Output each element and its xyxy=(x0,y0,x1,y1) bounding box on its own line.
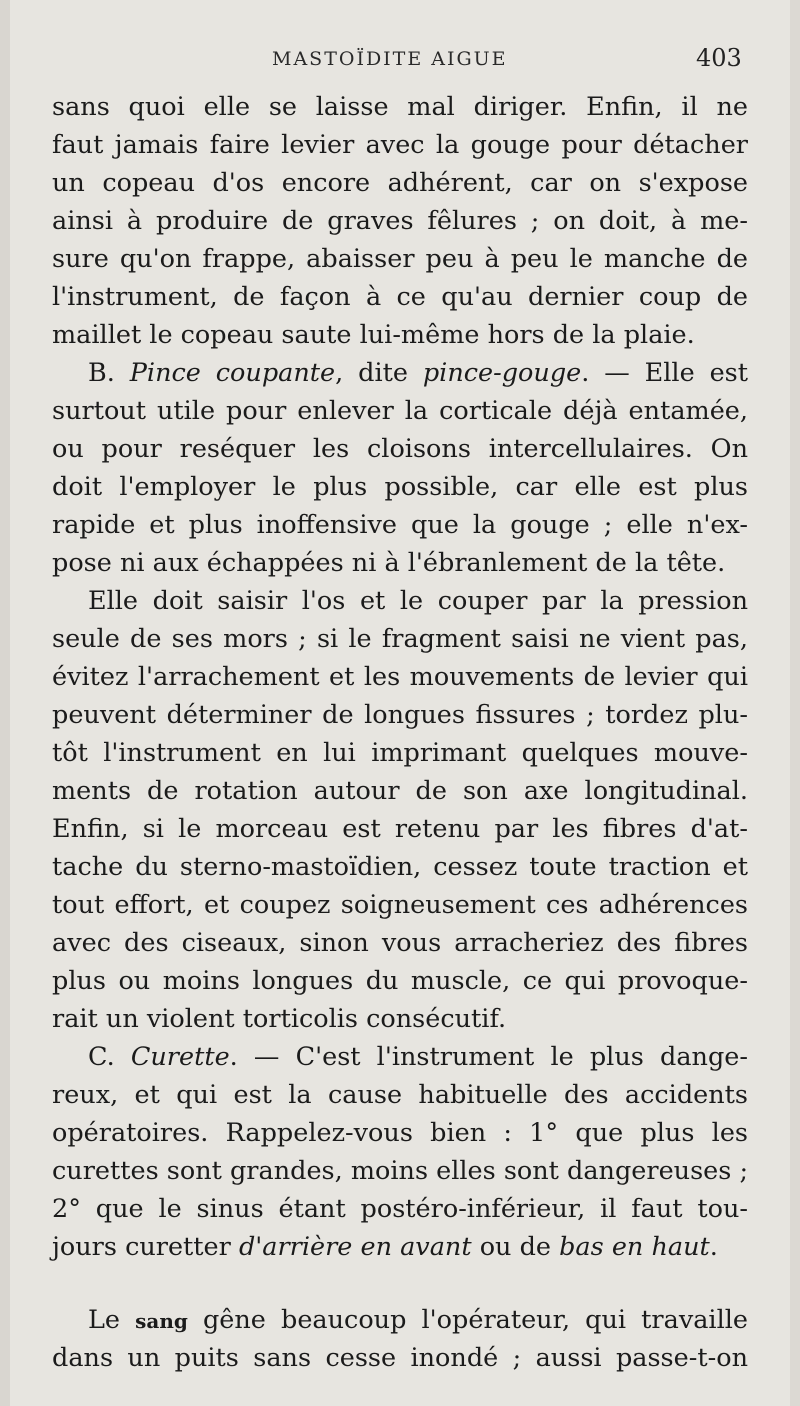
section-b-heading-line xyxy=(52,354,748,392)
text-line: rapide et plus inoffensive que la gouge ; elle n'ex- xyxy=(52,510,748,540)
line-text: ou de xyxy=(471,1232,560,1262)
text-line: l'instrument, de façon à ce qu'au dernier coup de xyxy=(52,282,748,312)
text-line: reux, et qui est la cause habituelle des accidents xyxy=(52,1080,748,1110)
text-line: plus ou moins longues du muscle, ce qui provoque- xyxy=(52,966,748,996)
italic-term: Pince coupante xyxy=(129,358,336,388)
line-text: C. xyxy=(88,1042,131,1072)
text-line: faut jamais faire levier avec la gouge pour détacher xyxy=(52,130,748,160)
line-text: jours curetter xyxy=(52,1232,239,1262)
text-line: seule de ses mors ; si le fragment saisi ne vient pas, xyxy=(52,624,748,654)
line-text: Le xyxy=(88,1305,136,1335)
text-line: opératoires. Rappelez-vous bien : 1° que plus les xyxy=(52,1118,748,1148)
text-line: tôt l'instrument en lui imprimant quelques mouve- xyxy=(52,738,748,768)
page-header xyxy=(0,42,800,82)
text-line: 2° que le sinus étant postéro-inférieur, il faut tou- xyxy=(52,1194,748,1224)
text-line: ou pour reséquer les cloisons intercellulaires. On xyxy=(52,434,748,464)
text-line: doit l'employer le plus possible, car elle est plus xyxy=(52,472,748,502)
line-text: , dite xyxy=(335,358,423,388)
italic-term: pince-gouge xyxy=(422,358,582,388)
text-line: maillet le copeau saute lui-même hors de la plaie. xyxy=(52,320,695,350)
text-line: sure qu'on frappe, abaisser peu à peu le manche de xyxy=(52,244,748,274)
line-text: . — C'est l'instrument le plus dange- xyxy=(229,1042,748,1072)
body-text xyxy=(52,88,748,1377)
text-line: sans quoi elle se laisse mal diriger. Enfin, il ne xyxy=(52,92,748,122)
text-line: dans un puits sans cesse inondé ; aussi passe-t-on xyxy=(52,1343,748,1373)
italic-term: bas en haut xyxy=(559,1232,710,1262)
text-line: tache du sterno-mastoïdien, cessez toute traction et xyxy=(52,852,748,882)
text-line xyxy=(52,1301,748,1339)
line-text: gêne beaucoup l'opérateur, qui travaille xyxy=(187,1305,748,1335)
line-text: . xyxy=(709,1232,718,1262)
section-c-heading-line xyxy=(52,1038,748,1076)
text-line: un copeau d'os encore adhérent, car on s'expose xyxy=(52,168,748,198)
text-line: Elle doit saisir l'os et le couper par la pression xyxy=(88,586,748,616)
bold-term: sang xyxy=(135,1309,188,1333)
text-line: Enfin, si le morceau est retenu par les fibres d'at- xyxy=(52,814,748,844)
text-line: évitez l'arrachement et les mouvements de levier qui xyxy=(52,662,748,692)
line-text: B. xyxy=(88,358,130,388)
text-line: curettes sont grandes, moins elles sont dangereuses ; xyxy=(52,1156,749,1186)
page-number: 403 xyxy=(696,44,742,72)
running-title: MASTOÏDITE AIGUE xyxy=(272,48,508,70)
text-line: peuvent déterminer de longues fissures ; tordez plu- xyxy=(52,700,748,730)
italic-term: d'arrière en avant xyxy=(238,1232,472,1262)
text-line xyxy=(52,1228,748,1266)
text-line: rait un violent torticolis consécutif. xyxy=(52,1004,507,1034)
line-text: . — Elle est xyxy=(581,358,748,388)
text-line: avec des ciseaux, sinon vous arracheriez des fibres xyxy=(52,928,748,958)
text-line: ainsi à produire de graves fêlures ; on doit, à me- xyxy=(52,206,748,236)
text-line: pose ni aux échappées ni à l'ébranlement de la tête. xyxy=(52,548,726,578)
text-line: ments de rotation autour de son axe longitudinal. xyxy=(52,776,748,806)
text-line: surtout utile pour enlever la corticale déjà entamée, xyxy=(52,396,748,426)
text-line: tout effort, et coupez soigneusement ces adhérences xyxy=(52,890,748,920)
italic-term: Curette xyxy=(130,1042,230,1072)
